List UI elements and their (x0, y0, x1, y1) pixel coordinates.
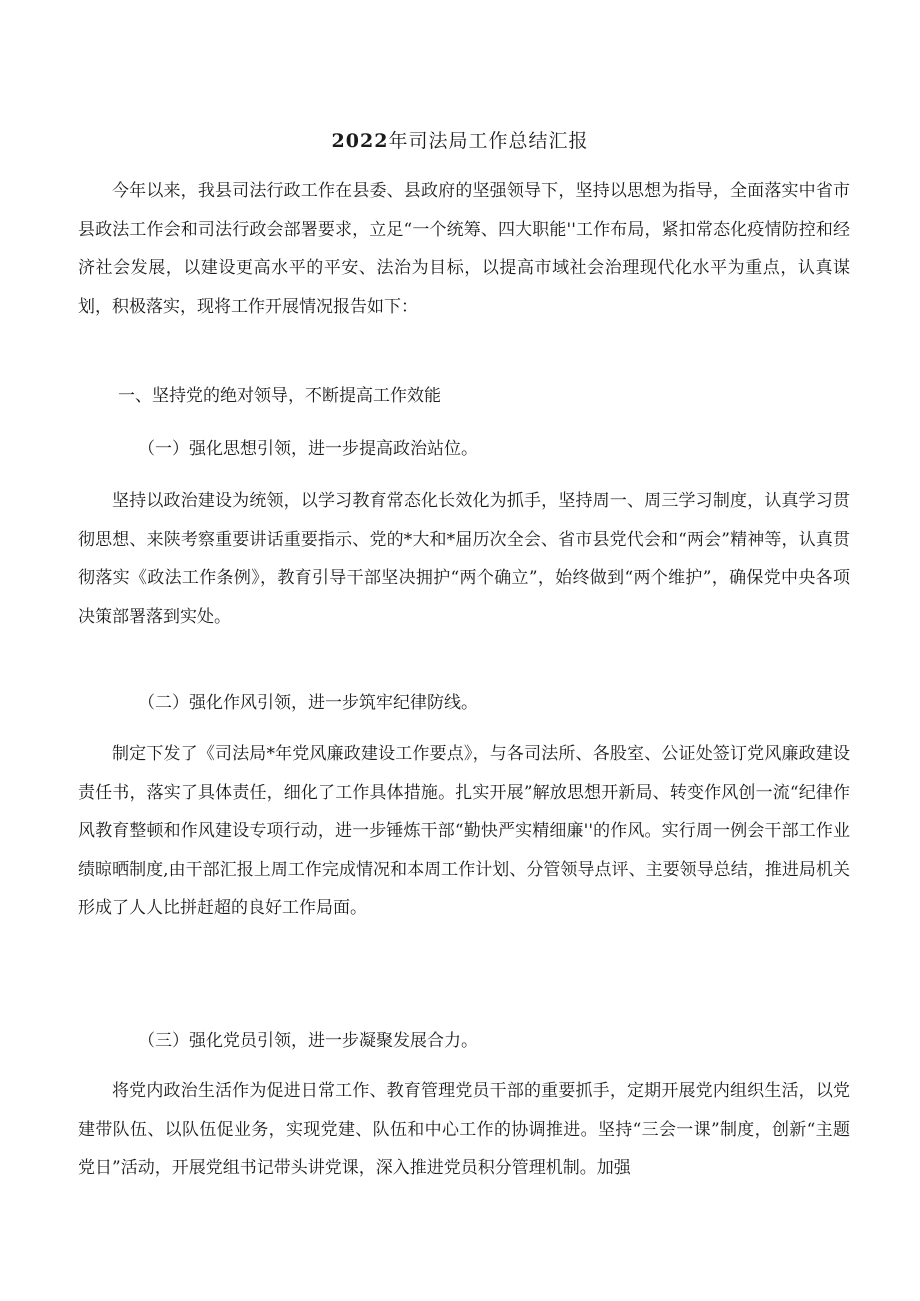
intro-paragraph: 今年以来，我县司法行政工作在县委、县政府的坚强领导下，坚持以思想为指导，全面落实中省市县政法工作会和司法行政会部署要求，立足“一个统筹、四大职能''工作布局，紧扣常态化疫情防控和经济社会发展，以建设更高水平的平安、法治为目标，以提高市域社会治理现代化水平为重点，认真谋划，积极落实，现将工作开展情况报告如下： (78, 181, 850, 317)
document-title (0, 128, 920, 154)
section-1-heading: 一、坚持党的绝对领导，不断提高工作效能 (118, 386, 441, 406)
subsection-3-body: 将党内政治生活作为促进日常工作、教育管理党员干部的重要抓手，定期开展党内组织生活，以党建带队伍、以队伍促业务，实现党建、队伍和中心工作的协调推进。坚持“三会一课”制度，创新“主题党日”活动，开展党组书记带头讲党课，深入推进党员积分管理机制。加强 (78, 1081, 850, 1179)
title-text: 年司法局工作总结汇报 (388, 130, 589, 152)
subsection-1-body: 坚持以政治建设为统领，以学习教育常态化长效化为抓手，坚持周一、周三学习制度，认真学习贯彻思想、来陕考察重要讲话重要指示、党的*大和*届历次全会、省市县党代会和“两会”精神等，认真贯彻落实《政法工作条例》，教育引导干部坚决拥护“两个确立”，始终做到“两个维护”，确保党中央各项决策部署落到实处。 (78, 491, 850, 627)
subsection-2-heading: （二）强化作风引领，进一步筑牢纪律防线。 (138, 693, 478, 713)
subsection-3-heading: （三）强化党员引领，进一步凝聚发展合力。 (138, 1031, 478, 1051)
subsection-1-heading: （一）强化思想引领，进一步提高政治站位。 (138, 439, 478, 459)
subsection-2-body: 制定下发了《司法局*年党风廉政建设工作要点》，与各司法所、各股室、公证处签订党风廉政建设责任书，落实了具体责任，细化了工作具体措施。扎实开展”解放思想开新局、转变作风创一流“纪律作风教育整顿和作风建设专项行动，进一步锤炼干部“勤快严实精细廉''的作风。实行周一例会干部工作业绩晾晒制度,由干部汇报上周工作完成情况和本周工作计划、分管领导点评、主要领导总结，推进局机关形成了人人比拼赶超的良好工作局面。 (78, 744, 850, 919)
title-year: 2022 (331, 130, 389, 152)
